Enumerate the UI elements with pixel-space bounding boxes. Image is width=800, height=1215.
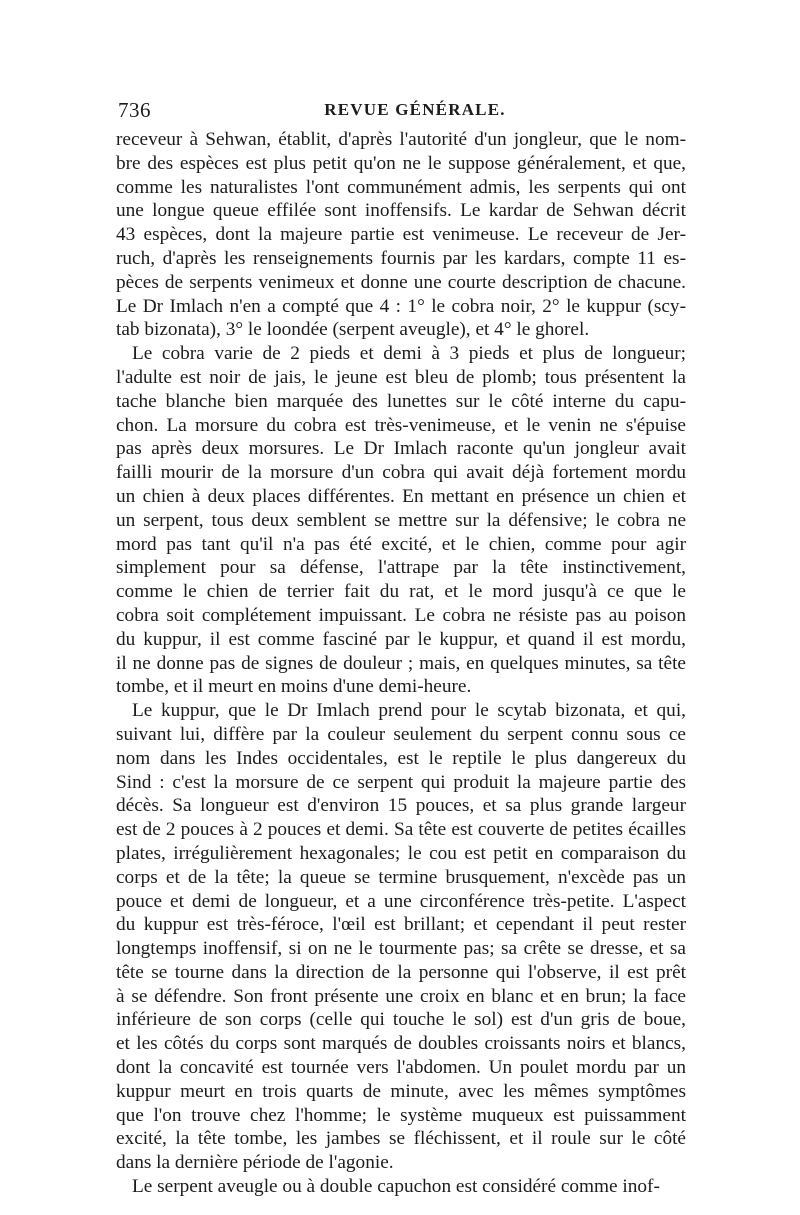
text-line: comme le chien de terrier fait du rat, et le mord jusqu'à ce que le	[116, 581, 686, 603]
text-line: suivant lui, diffère par la couleur seulement du serpent connu sous ce	[116, 723, 686, 745]
text-line: kuppur meurt en trois quarts de minute, avec les mêmes symptômes	[116, 1080, 686, 1102]
text-line: tab bizonata), 3° le loondée (serpent aveugle), et 4° le ghorel.	[116, 319, 590, 341]
text-line: un chien à deux places différentes. En mettant en présence un chien et	[116, 485, 686, 507]
text-line: il ne donne pas de signes de douleur ; mais, en quelques minutes, sa tête	[116, 652, 686, 674]
text-line: à se défendre. Son front présente une croix en blanc et en brun; la face	[116, 985, 686, 1007]
text-line: dont la concavité est tournée vers l'abdomen. Un poulet mordu par un	[116, 1057, 686, 1079]
text-line: Le cobra varie de 2 pieds et demi à 3 pieds et plus de longueur;	[132, 343, 686, 365]
text-line: mord pas tant qu'il n'a pas été excité, et le chien, comme pour agir	[116, 533, 686, 555]
text-line: décès. Sa longueur est d'environ 15 pouces, et sa plus grande largeur	[116, 795, 686, 817]
text-line: 43 espèces, dont la majeure partie est venimeuse. Le receveur de Jer-	[116, 224, 686, 246]
text-line: du kuppur, il est comme fasciné par le kuppur, et quand il est mordu,	[116, 628, 686, 650]
text-line: inférieure de son corps (celle qui touche le sol) est d'un gris de boue,	[116, 1009, 686, 1031]
text-line: plates, irrégulièrement hexagonales; le cou est petit en comparaison du	[116, 842, 686, 864]
text-line: tombe, et il meurt en moins d'une demi-heure.	[116, 676, 472, 698]
text-line: nom dans les Indes occidentales, est le reptile le plus dangereux du	[116, 747, 686, 769]
text-line: Sind : c'est la morsure de ce serpent qui produit la majeure partie des	[116, 771, 686, 793]
page-number: 736	[118, 98, 151, 122]
text-line: l'adulte est noir de jais, le jeune est bleu de plomb; tous présentent la	[116, 366, 686, 388]
text-line: pèces de serpents venimeux et donne une courte description de chacune.	[116, 271, 686, 293]
text-line: excité, la tête tombe, les jambes se fléchissent, et il roule sur le côté	[116, 1128, 686, 1150]
text-line: comme les naturalistes l'ont communément admis, les serpents qui ont	[116, 176, 686, 198]
running-title: REVUE GÉNÉRALE.	[324, 100, 506, 119]
text-line: pouce et demi de longueur, et a une circonférence très-petite. L'aspect	[116, 890, 686, 912]
text-line: pas après deux morsures. Le Dr Imlach raconte qu'un jongleur avait	[116, 438, 686, 460]
text-line: tache blanche bien marquée des lunettes sur le côté interne du capu-	[116, 390, 686, 412]
text-line: chon. La morsure du cobra est très-venimeuse, et le venin ne s'épuise	[116, 414, 686, 436]
text-line: longtemps inoffensif, si on ne le tourmente pas; sa crête se dresse, et sa	[116, 938, 686, 960]
text-line: est de 2 pouces à 2 pouces et demi. Sa tête est couverte de petites écailles	[116, 819, 686, 841]
text-line: failli mourir de la morsure d'un cobra qui avait déjà fortement mordu	[116, 462, 686, 484]
text-line: simplement pour sa défense, l'attrape par la tête instinctivement,	[116, 557, 686, 579]
text-line: Le Dr Imlach n'en a compté que 4 : 1° le cobra noir, 2° le kuppur (scy-	[116, 295, 686, 317]
text-line: que l'on trouve chez l'homme; le système muqueux est puissamment	[116, 1104, 686, 1126]
text-line: Le kuppur, que le Dr Imlach prend pour le scytab bizonata, et qui,	[132, 700, 686, 722]
text-line: du kuppur est très-féroce, l'œil est brillant; et cependant il peut rester	[116, 914, 686, 936]
text-line: bre des espèces est plus petit qu'on ne le suppose généralement, et que,	[116, 152, 686, 174]
text-line: et les côtés du corps sont marqués de doubles croissants noirs et blancs,	[116, 1033, 686, 1055]
page-header	[118, 98, 682, 128]
text-line: un serpent, tous deux semblent se mettre sur la défensive; le cobra ne	[116, 509, 686, 531]
text-line: dans la dernière période de l'agonie.	[116, 1152, 394, 1174]
text-line: Le serpent aveugle ou à double capuchon est considéré comme inof-	[132, 1176, 660, 1198]
body-text	[116, 128, 686, 1199]
text-line: ruch, d'après les renseignements fournis par les kardars, compte 11 es-	[116, 247, 686, 269]
text-line: cobra soit complétement impuissant. Le cobra ne résiste pas au poison	[116, 604, 686, 626]
text-line: une longue queue effilée sont inoffensifs. Le kardar de Sehwan décrit	[116, 200, 686, 222]
text-line: corps et de la tête; la queue se termine brusquement, n'excède pas un	[116, 866, 686, 888]
text-line: receveur à Sehwan, établit, d'après l'autorité d'un jongleur, que le nom-	[116, 129, 686, 150]
text-line: tête se tourne dans la direction de la personne qui l'observe, il est prêt	[116, 961, 686, 983]
